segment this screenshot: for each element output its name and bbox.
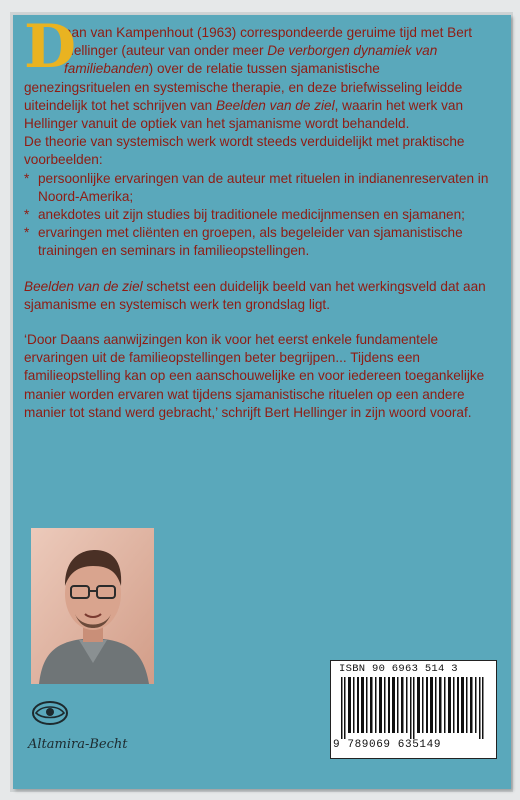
bullet-item: * persoonlijke ervaringen van de auteur met rituelen in indianenreservaten in Noord-Amerika;	[24, 170, 489, 204]
barcode-panel	[330, 660, 497, 759]
isbn-label: ISBN 90 6963 514 3	[339, 663, 458, 675]
publisher-name: Altamira-Becht	[28, 737, 128, 752]
ean-number: 9 789069 635149	[333, 739, 442, 751]
publisher-logo-icon	[30, 698, 70, 728]
summary-paragraph: Beelden van de ziel schetst een duidelijk beeld van het werkingsveld dat aan sjamanisme en systemisch werk ten grondslag ligt.	[24, 278, 486, 312]
bullet-item: * anekdotes uit zijn studies bij traditionele medicijnmensen en sjamanen;	[24, 207, 465, 223]
author-photo	[31, 528, 154, 684]
quote-paragraph: ‘Door Daans aanwijzingen kon ik voor het eerst enkele fundamentele ervaringen uit de familieopstellingen beter begrijpen... Tijdens een familieopstelling kan op een aanschouwelijke en voor iedereen toegankelijke manier worden ervaren wat tijdens sjamanistische rituelen op een andere manier tot stand werd gebracht,’ schrijft Bert Hellinger in zijn woord vooraf.	[24, 332, 485, 420]
dropcap: D	[24, 12, 77, 82]
barcode-icon	[339, 677, 489, 739]
theory-paragraph: De theorie van systemisch werk wordt steeds verduidelijkt met praktische voorbeelden:	[24, 134, 465, 168]
intro-paragraph: D aan van Kampenhout (1963) correspondeerde geruime tijd met Bert Hellinger (auteur van onder meer De verborgen dynamiek van familiebanden) over de relatie tussen sjamanistische genezingsrituelen en systemische therapie, en deze briefwisseling leidde uiteindelijk tot het schrijven van Beelden van de ziel, waarin het werk van Hellinger vanuit de optiek van het sjamanisme wordt behandeld.	[24, 12, 473, 132]
blurb-text	[24, 12, 489, 422]
author-portrait-icon	[31, 528, 154, 684]
bullet-item: * ervaringen met cliënten en groepen, als begeleider van sjamanistische trainingen en seminars in familieopstellingen.	[24, 225, 463, 259]
